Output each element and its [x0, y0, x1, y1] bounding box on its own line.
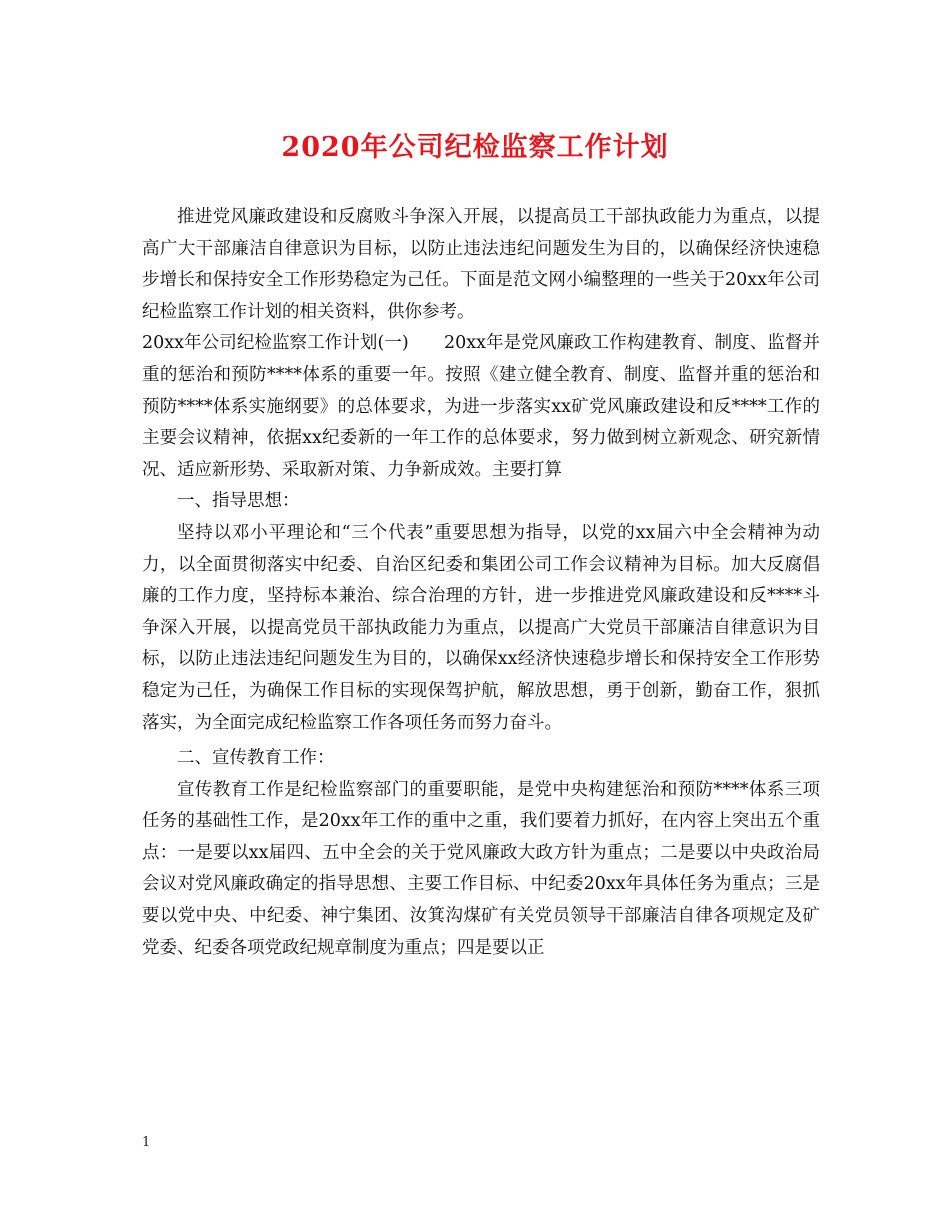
document-title: 2020年公司纪检监察工作计划 [281, 132, 669, 163]
paragraph-intro: 推进党风廉政建设和反腐败斗争深入开展，以提高员工干部执政能力为重点，以提高广大干部廉洁自律意识为目标，以防止违法违纪问题发生为目的，以确保经济快速稳步增长和保持安全工作形势稳定为己任。下面是范文网小编整理的一些关于20xx年公司纪检监察工作计划的相关资料，供你参考。 [142, 207, 820, 322]
paragraph-plan-one: 20xx年公司纪检监察工作计划(一) 20xx年是党风廉政工作构建教育、制度、监督并重的惩治和预防****体系的重要一年。按照《建立健全教育、制度、监督并重的惩治和预防****体系实施纲要》的总体要求，为进一步落实xx矿党风廉政建设和反****工作的主要会议精神，依据xx纪委新的一年工作的总体要求，努力做到树立新观念、研究新情况、适应新形势、采取新对策、力争新成效。主要打算 [142, 333, 820, 480]
document-body [142, 202, 820, 964]
page-number: 1 [142, 1135, 151, 1150]
paragraph-guiding-thought: 坚持以邓小平理论和“三个代表”重要思想为指导，以党的xx届六中全会精神为动力，以全面贯彻落实中纪委、自治区纪委和集团公司工作会议精神为目标。加大反腐倡廉的工作力度，坚持标本兼治、综合治理的方针，进一步推进党风廉政建设和反****斗争深入开展，以提高党员干部执政能力为重点，以提高广大党员干部廉洁自律意识为目标，以防止违法违纪问题发生为目的，以确保xx经济快速稳步增长和保持安全工作形势稳定为己任，为确保工作目标的实现保驾护航，解放思想，勇于创新，勤奋工作，狠抓落实，为全面完成纪检监察工作各项任务而努力奋斗。 [142, 522, 820, 733]
paragraph-publicity-education: 宣传教育工作是纪检监察部门的重要职能，是党中央构建惩治和预防****体系三项任务的基础性工作，是20xx年工作的重中之重，我们要着力抓好，在内容上突出五个重点：一是要以xx届四、五中全会的关于党风廉政大政方针为重点；二是要以中央政治局会议对党风廉政确定的指导思想、主要工作目标、中纪委20xx年具体任务为重点；三是要以党中央、中纪委、神宁集团、汝箕沟煤矿有关党员领导干部廉洁自律各项规定及矿党委、纪委各项党政纪规章制度为重点；四是要以正 [142, 779, 820, 958]
section-heading-guiding-thought: 一、指导思想： [177, 491, 300, 512]
section-heading-publicity-education: 二、宣传教育工作： [177, 748, 335, 769]
